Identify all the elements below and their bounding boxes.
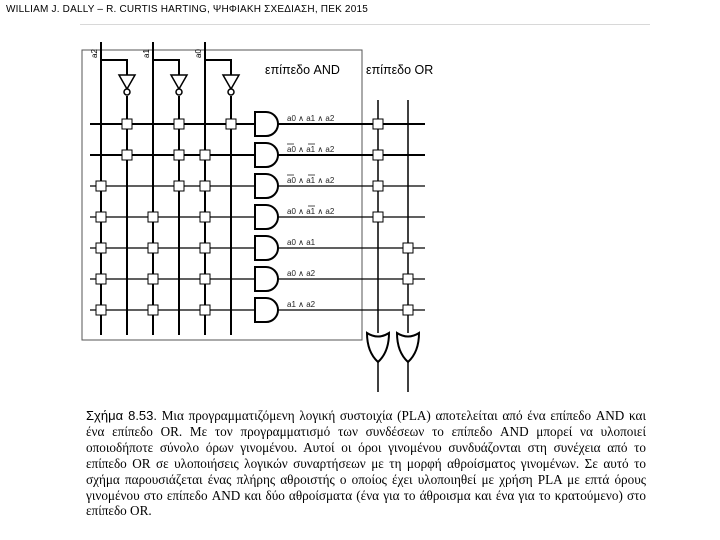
inverter-bubble-a0 xyxy=(228,89,234,95)
and-gate-6 xyxy=(255,267,278,291)
or-connection-3 xyxy=(373,181,383,191)
inverter-a0 xyxy=(223,75,239,89)
term-label-5: a0 ∧ a1 xyxy=(287,238,316,247)
caption-text: Μια προγραμματιζόμενη λογική συστοιχία (PLA) αποτελείται από ένα επίπεδο AND και ένα επίπεδο OR. Με τον προγραμματισμό των συνδέσεων το επίπεδο AND μπορεί να υλοποιεί οποιοδήποτε σύνολο όρων γινομένου. Αυτοί οι όροι γινομένου συνδυάζονται στη συνέχεια από το επίπεδο OR σε υλοποιήσεις λογικών συναρτήσεων με τη μορφή αθροίσματος γινομένων. Σε αυτό το σχήμα παρουσιάζεται ένας πλήρης αθροιστής ο οποίος έχει υλοποιηθεί με χρήση PLA με επτά όρους γινομένου στο επίπεδο AND και δύο αθροίσματα (ένα για το άθροισμα και ένα για το κρατούμενο) στο επίπεδο OR. xyxy=(86,408,646,519)
input-label-a2: a2 xyxy=(90,49,99,58)
and-connection-7 xyxy=(96,181,106,191)
term-label-1: a0 ∧ a1 ∧ a2 xyxy=(287,114,335,123)
and-connection-15 xyxy=(200,243,210,253)
and-connection-20 xyxy=(148,305,158,315)
or-gates xyxy=(367,333,419,362)
or-connection-4 xyxy=(373,212,383,222)
and-connection-13 xyxy=(96,243,106,253)
inverters xyxy=(119,75,239,95)
term-label-2: a0 ∧ a1 ∧ a2 xyxy=(287,145,335,154)
and-connection-10 xyxy=(96,212,106,222)
and-gate-5 xyxy=(255,236,278,260)
or-plane-label: επίπεδο OR xyxy=(366,63,434,77)
or-gate-sum xyxy=(367,333,389,362)
term-label-3: a0 ∧ a1 ∧ a2 xyxy=(287,176,335,185)
and-connection-12 xyxy=(200,212,210,222)
and-connection-11 xyxy=(148,212,158,222)
and-connection-17 xyxy=(148,274,158,284)
and-connection-18 xyxy=(200,274,210,284)
and-connection-2 xyxy=(174,119,184,129)
and-gate-2 xyxy=(255,143,278,167)
or-connection-1 xyxy=(373,119,383,129)
or-connection-6 xyxy=(403,274,413,284)
and-connection-19 xyxy=(96,305,106,315)
and-connection-14 xyxy=(148,243,158,253)
inverter-bubble-a2 xyxy=(124,89,130,95)
and-connection-1 xyxy=(122,119,132,129)
figure-caption xyxy=(86,408,646,519)
and-connection-4 xyxy=(122,150,132,160)
and-connection-3 xyxy=(226,119,236,129)
or-connection-2 xyxy=(373,150,383,160)
input-label-a1: a1 xyxy=(142,49,151,58)
figure-label: Σχήμα 8.53. xyxy=(86,408,158,423)
input-label-a0: a0 xyxy=(194,49,203,58)
and-connection-21 xyxy=(200,305,210,315)
term-label-7: a1 ∧ a2 xyxy=(287,300,316,309)
and-gate-4 xyxy=(255,205,278,229)
or-gate-carry xyxy=(397,333,419,362)
and-gate-3 xyxy=(255,174,278,198)
and-gates xyxy=(255,112,278,322)
term-label-6: a0 ∧ a2 xyxy=(287,269,316,278)
and-plane-label: επίπεδο AND xyxy=(265,63,340,77)
and-connection-16 xyxy=(96,274,106,284)
page-header: WILLIAM J. DALLY – R. CURTIS HARTING, ΨΗΦΙΑΚΗ ΣΧΕΔΙΑΣΗ, ΠΕΚ 2015 xyxy=(6,4,368,15)
and-connection-5 xyxy=(174,150,184,160)
inverter-bubble-a1 xyxy=(176,89,182,95)
input-wires xyxy=(101,42,231,335)
and-gate-7 xyxy=(255,298,278,322)
inverter-a1 xyxy=(171,75,187,89)
and-connection-6 xyxy=(200,150,210,160)
and-connection-8 xyxy=(174,181,184,191)
and-connection-9 xyxy=(200,181,210,191)
term-label-4: a0 ∧ a1 ∧ a2 xyxy=(287,207,335,216)
inverter-a2 xyxy=(119,75,135,89)
or-connection-5 xyxy=(403,243,413,253)
or-connection-7 xyxy=(403,305,413,315)
and-gate-1 xyxy=(255,112,278,136)
